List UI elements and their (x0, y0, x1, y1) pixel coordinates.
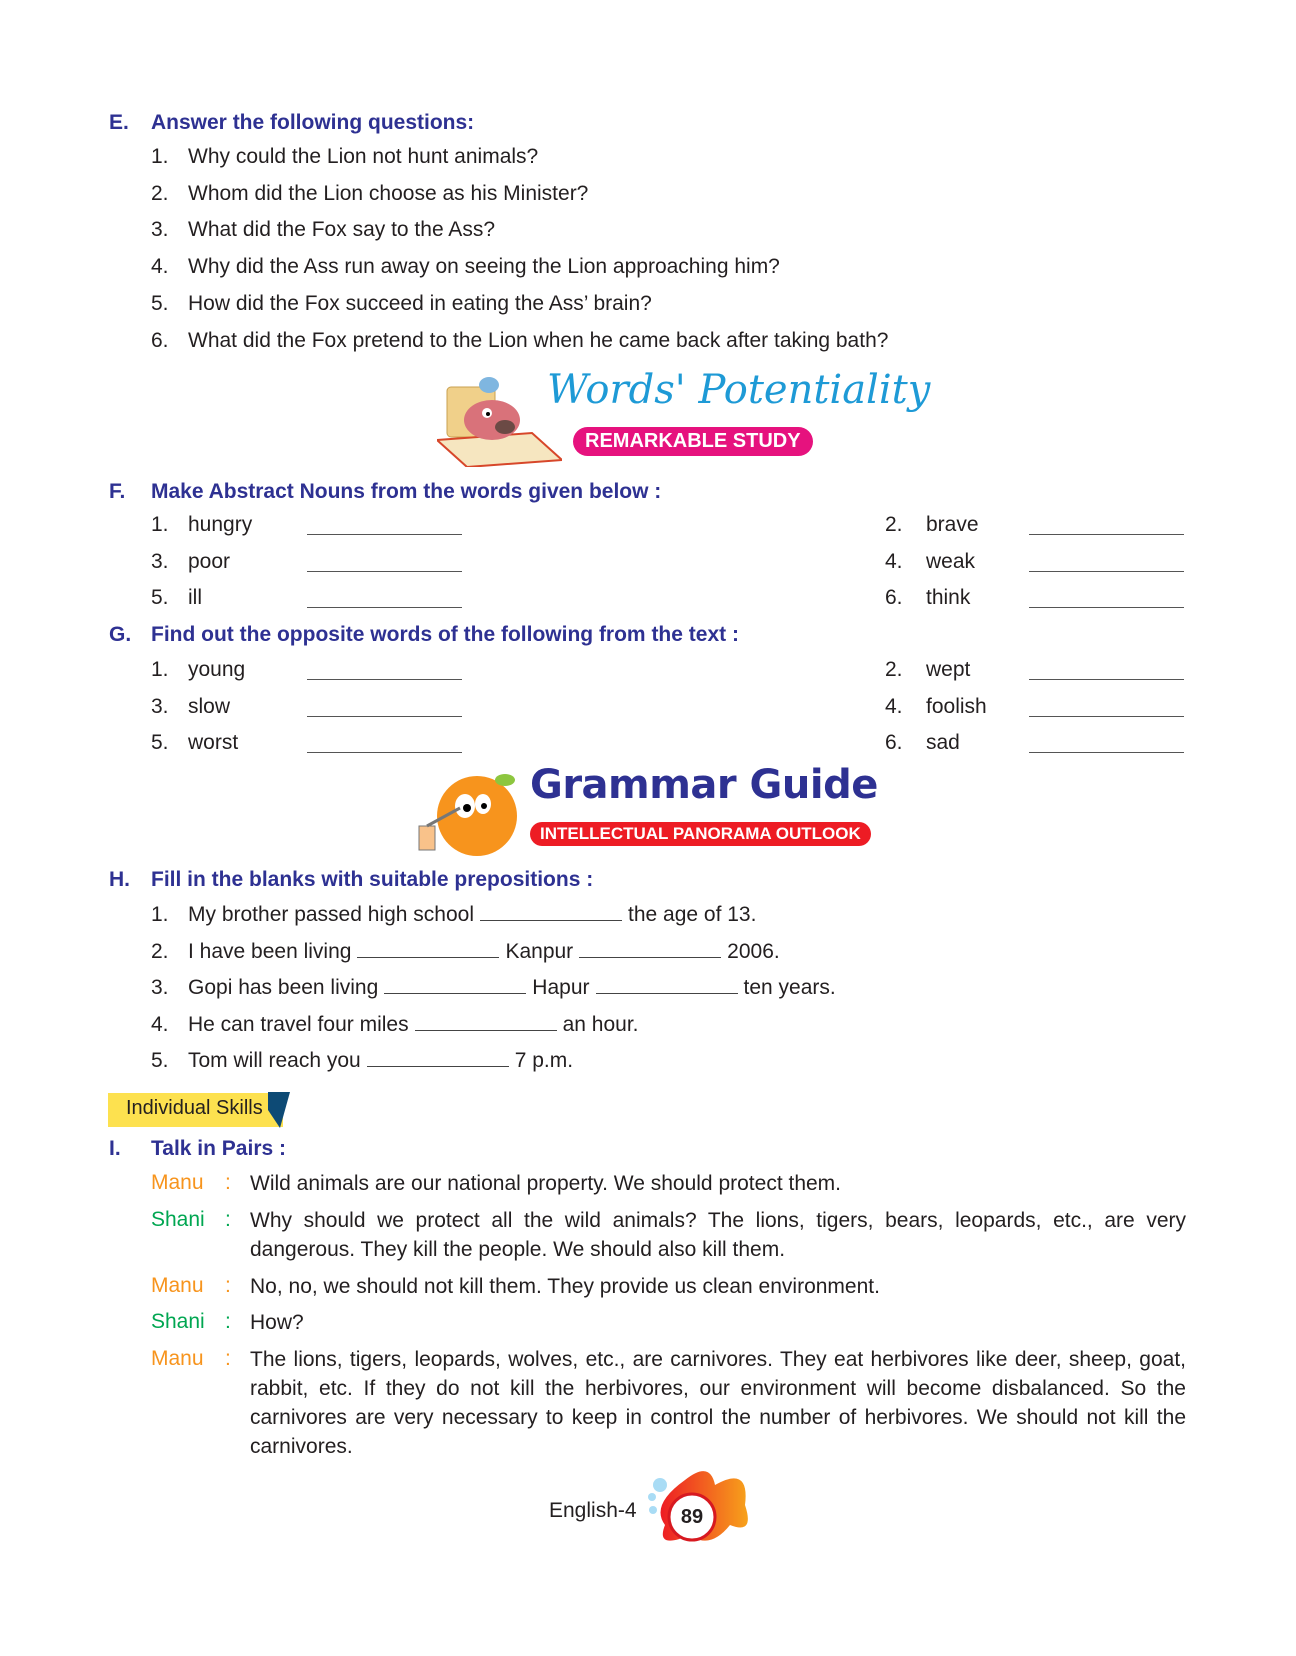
question-text: Why could the Lion not hunt animals? (188, 145, 539, 168)
sentence-number: 3. (151, 976, 169, 999)
sentence-part: Hapur (532, 976, 590, 999)
dialogue-text: How? (250, 1311, 304, 1334)
section-h-letter: H. (109, 868, 130, 891)
fill-blank-sentence (188, 939, 780, 965)
item-word: foolish (926, 694, 987, 718)
question-text: Why did the Ass run away on seeing the Lion approaching him? (188, 255, 780, 279)
item-number: 6. (885, 586, 903, 609)
question-number: 2. (151, 181, 169, 205)
answer-blank[interactable] (1029, 607, 1184, 608)
sentence-number: 5. (151, 1049, 169, 1072)
item-number: 4. (885, 694, 903, 718)
question-number: 5. (151, 291, 169, 315)
item-number: 6. (885, 731, 903, 754)
answer-blank[interactable] (307, 679, 462, 680)
speaker-name: Manu (151, 1171, 204, 1194)
speaker-colon: : (225, 1171, 231, 1194)
item-word: weak (926, 549, 976, 573)
speaker-name: Manu (151, 1274, 204, 1297)
section-i-letter: I. (109, 1137, 121, 1160)
preposition-blank[interactable] (596, 975, 738, 994)
item-word: sad (926, 731, 960, 754)
sentence-part: He can travel four miles (188, 1012, 409, 1036)
section-e-title: Answer the following questions: (151, 111, 475, 134)
speaker-colon: : (225, 1310, 231, 1333)
individual-skills-tag (108, 1093, 283, 1127)
section-i-title: Talk in Pairs : (151, 1137, 286, 1160)
item-number: 2. (885, 658, 903, 681)
preposition-blank[interactable] (415, 1012, 557, 1031)
sentence-part: I have been living (188, 939, 352, 963)
speaker-name: Shani (151, 1310, 205, 1333)
sentence-part: Kanpur (505, 939, 574, 963)
question-text: How did the Fox succeed in eating the Ass’ brain? (188, 291, 652, 315)
sentence-part: 7 p.m. (514, 1049, 574, 1072)
answer-blank[interactable] (307, 716, 462, 717)
speaker-name: Manu (151, 1347, 204, 1370)
sentence-part: an hour. (562, 1012, 639, 1036)
item-number: 2. (885, 513, 903, 536)
speaker-colon: : (225, 1347, 231, 1370)
sentence-number: 1. (151, 903, 169, 926)
answer-blank[interactable] (307, 571, 462, 572)
sentence-number: 4. (151, 1012, 169, 1036)
banner-subtitle: REMARKABLE STUDY (573, 427, 813, 456)
item-number: 3. (151, 549, 169, 573)
answer-blank[interactable] (1029, 679, 1184, 680)
item-word: slow (188, 694, 231, 718)
banner-subtitle: INTELLECTUAL PANORAMA OUTLOOK (530, 822, 871, 846)
preposition-blank[interactable] (384, 975, 526, 994)
dog-reading-book-icon (437, 375, 562, 467)
preposition-blank[interactable] (579, 939, 721, 958)
page-number: 89 (680, 1506, 704, 1528)
answer-blank[interactable] (307, 534, 462, 535)
item-word: young (188, 658, 246, 681)
section-f-title: Make Abstract Nouns from the words given below : (151, 480, 662, 503)
tag-corner-icon (268, 1092, 290, 1128)
fill-blank-sentence (188, 902, 756, 928)
section-g-letter: G. (109, 623, 132, 646)
answer-blank[interactable] (1029, 571, 1184, 572)
answer-blank[interactable] (1029, 534, 1184, 535)
item-word: ill (188, 586, 202, 609)
item-word: hungry (188, 513, 253, 536)
question-text: What did the Fox pretend to the Lion when he came back after taking bath? (188, 328, 889, 352)
words-potentiality-banner (437, 367, 931, 467)
item-word: brave (926, 513, 979, 536)
section-e-letter: E. (109, 111, 129, 134)
sentence-part: ten years. (743, 976, 836, 999)
item-word: think (926, 586, 971, 609)
question-number: 3. (151, 218, 169, 242)
speaker-colon: : (225, 1208, 231, 1231)
fill-blank-sentence (188, 975, 836, 1001)
preposition-blank[interactable] (367, 1048, 509, 1067)
item-word: wept (926, 658, 971, 681)
item-number: 1. (151, 513, 169, 536)
section-h-title: Fill in the blanks with suitable prepositions : (151, 868, 594, 891)
answer-blank[interactable] (307, 752, 462, 753)
sentence-part: 2006. (727, 939, 780, 963)
item-number: 4. (885, 549, 903, 573)
question-number: 6. (151, 328, 169, 352)
item-number: 5. (151, 731, 169, 754)
section-f-letter: F. (109, 480, 126, 503)
sentence-part: My brother passed high school (188, 903, 474, 926)
answer-blank[interactable] (307, 607, 462, 608)
speaker-name: Shani (151, 1208, 205, 1231)
sentence-part: Tom will reach you (188, 1049, 361, 1072)
sentence-part: Gopi has been living (188, 976, 379, 999)
preposition-blank[interactable] (480, 902, 622, 921)
item-number: 5. (151, 586, 169, 609)
orange-mascot-icon (415, 768, 525, 858)
question-number: 4. (151, 255, 169, 279)
dialogue-text: Why should we protect all the wild animals? The lions, tigers, bears, leopards, etc., are very dangerous. They kill the people. We should also kill them. (250, 1209, 1186, 1261)
dialogue-text: No, no, we should not kill them. They provide us clean environment. (250, 1275, 880, 1298)
preposition-blank[interactable] (357, 939, 499, 958)
tag-label: Individual Skills (126, 1097, 263, 1119)
item-word: poor (188, 549, 231, 573)
dialogue-text: Wild animals are our national property. We should protect them. (250, 1172, 842, 1195)
section-g-title: Find out the opposite words of the following from the text : (151, 623, 739, 646)
answer-blank[interactable] (1029, 716, 1184, 717)
dialogue-text: The lions, tigers, leopards, wolves, etc., are carnivores. They eat herbivores like deer, sheep, goat, rabbit, etc. If they do not kill the herbivores, our environment will become disbalanced. So the carnivores are very necessary to keep in control the number of herbivores. We should not kill the carnivores. (250, 1348, 1186, 1458)
sentence-number: 2. (151, 939, 169, 963)
item-number: 1. (151, 658, 169, 681)
banner-title: Grammar Guide (530, 762, 878, 808)
question-number: 1. (151, 145, 169, 168)
item-number: 3. (151, 694, 169, 718)
banner-title: Words' Potentiality (547, 367, 931, 413)
fill-blank-sentence (188, 1012, 639, 1038)
answer-blank[interactable] (1029, 752, 1184, 753)
item-word: worst (188, 731, 239, 754)
fill-blank-sentence (188, 1048, 573, 1074)
grammar-guide-banner (415, 762, 878, 858)
sentence-part: the age of 13. (628, 903, 757, 926)
footer-book-name: English-4 (549, 1499, 637, 1522)
speaker-colon: : (225, 1274, 231, 1297)
question-text: Whom did the Lion choose as his Minister? (188, 181, 589, 205)
question-text: What did the Fox say to the Ass? (188, 218, 495, 242)
